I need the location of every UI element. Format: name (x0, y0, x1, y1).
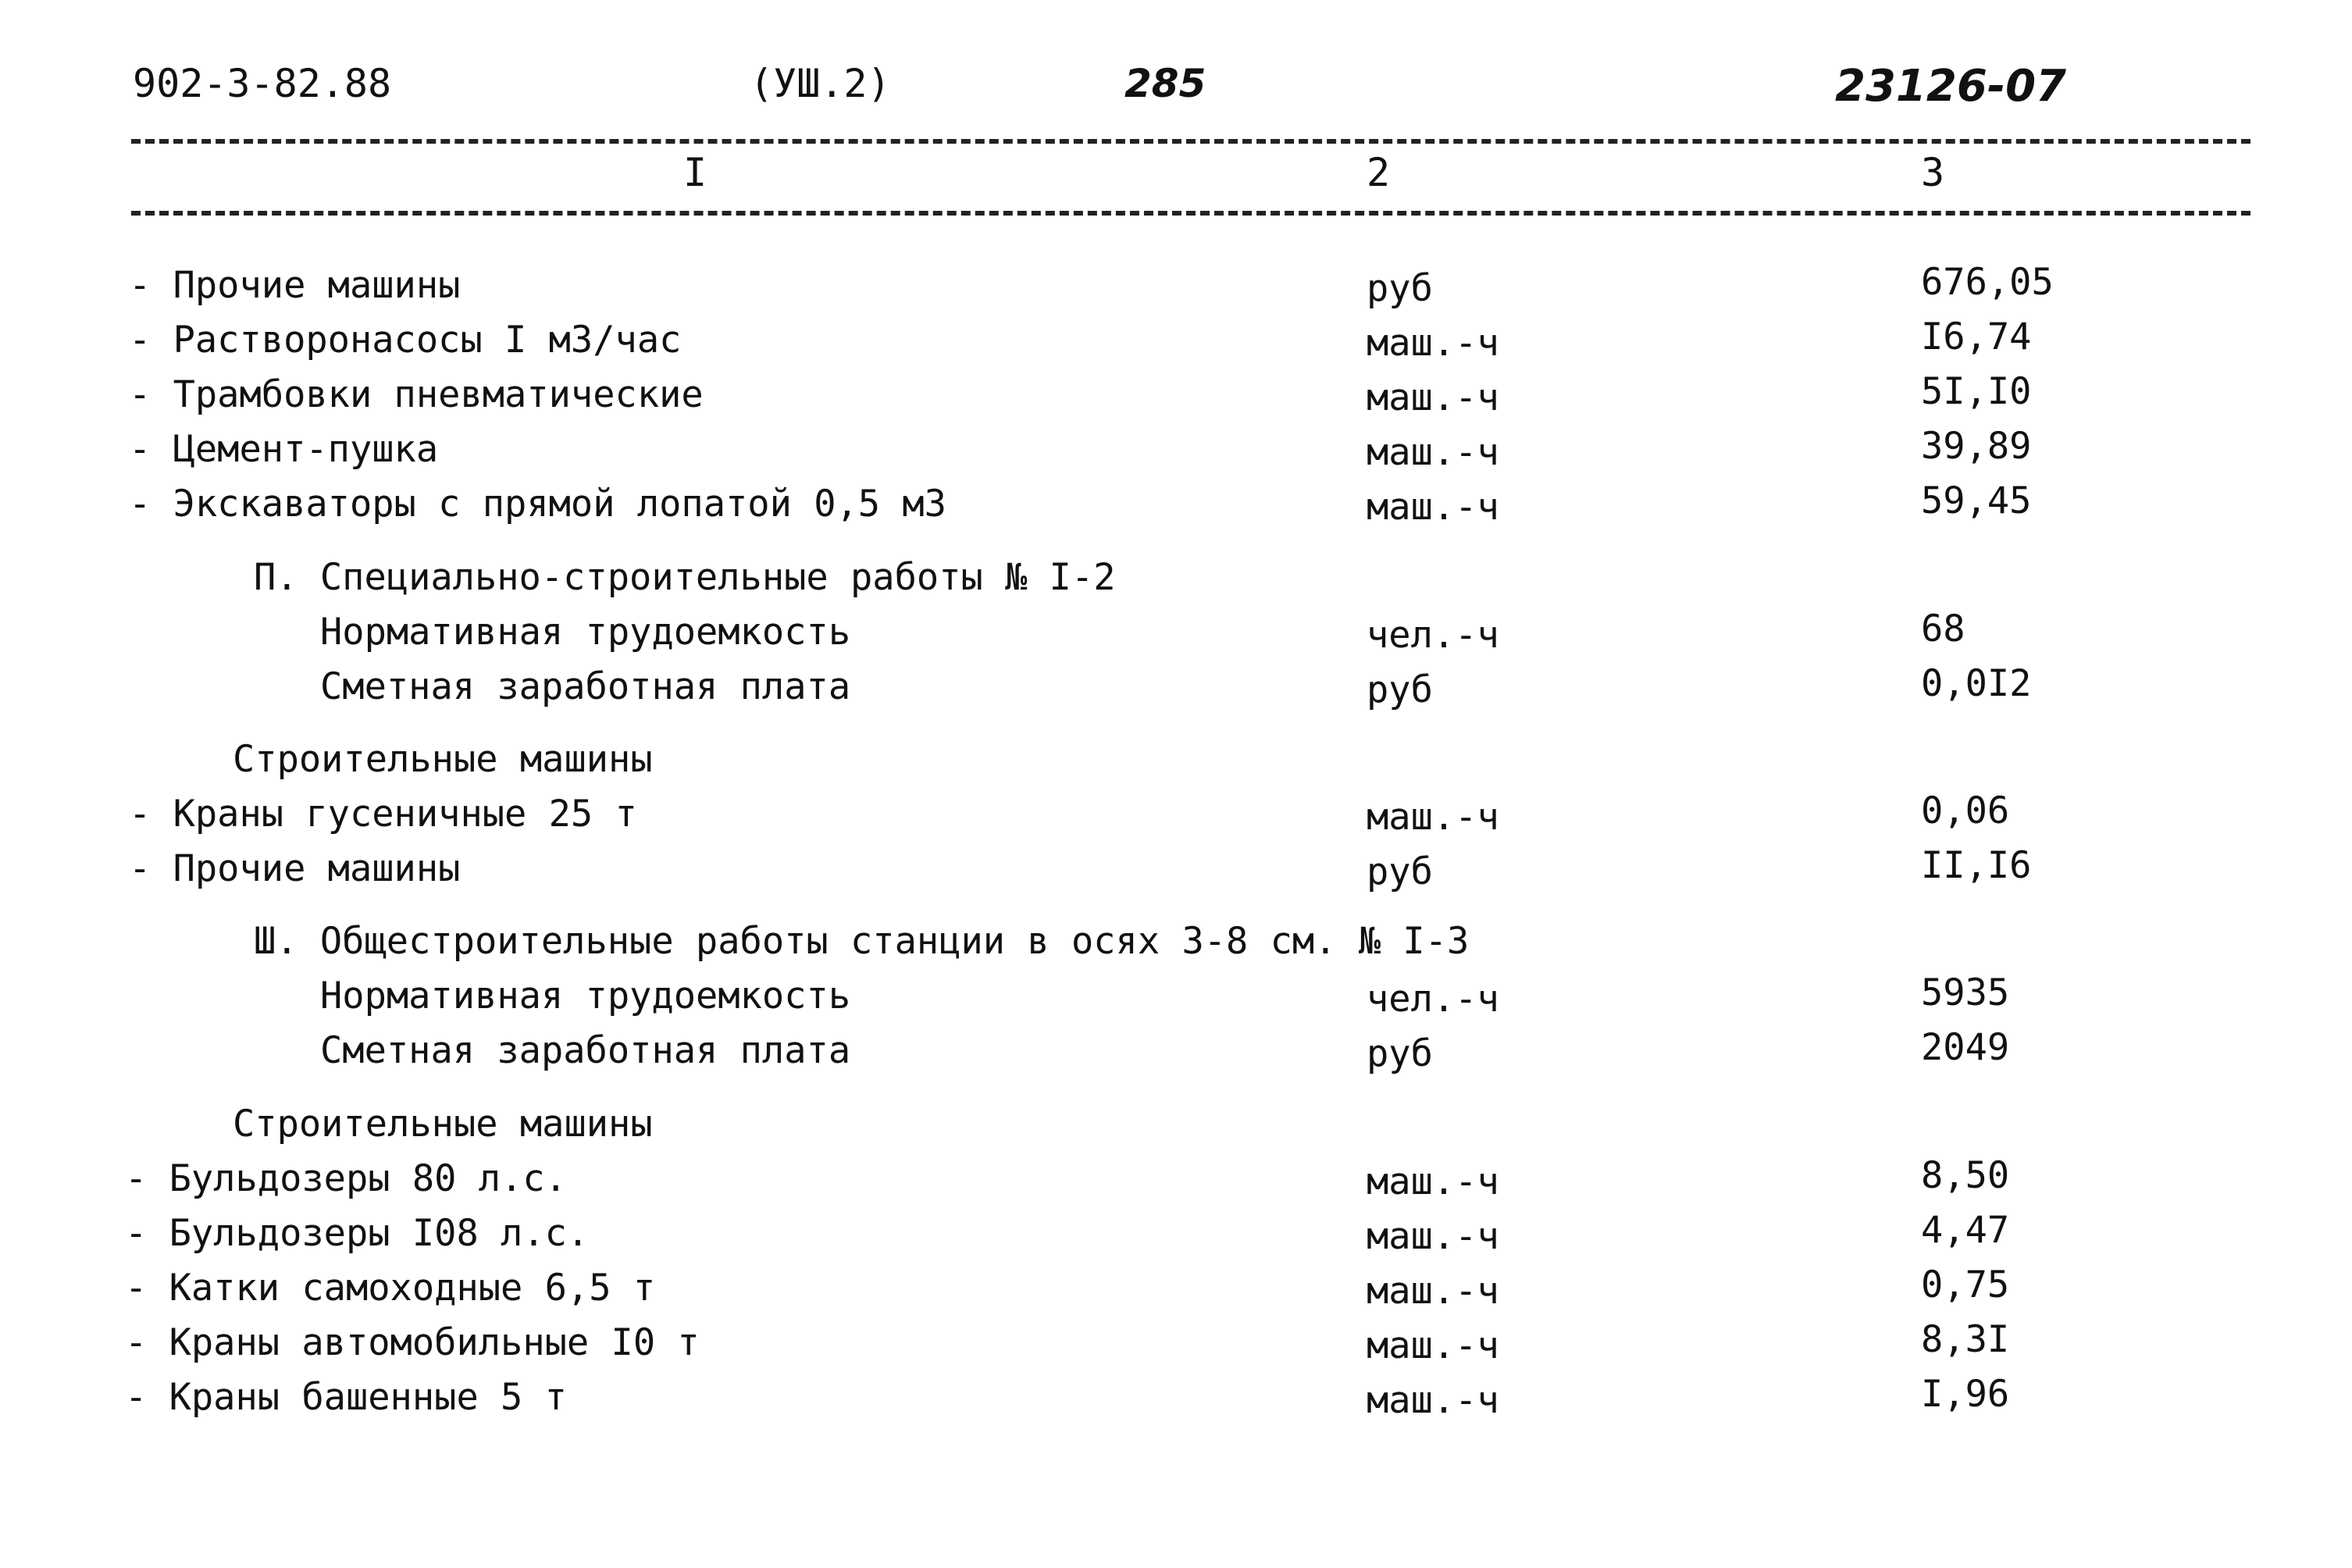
subheading: Строительные машины (233, 1103, 653, 1146)
row-value: 0,75 (1921, 1263, 2010, 1306)
row-name: - Катки самоходные 6,5 т (125, 1267, 656, 1310)
column-header-2: 2 (1367, 150, 1391, 195)
table-row (0, 425, 2352, 483)
table-row (0, 1154, 2352, 1212)
row-unit: маш.-ч (1367, 1270, 1499, 1313)
row-value: 4,47 (1921, 1209, 2010, 1252)
row-name: Сметная заработная плата (320, 665, 851, 708)
row-value: 8,50 (1921, 1154, 2010, 1197)
section-heading: Ш. Общестроительные работы станции в осях 3-8 см. № I-3 (254, 920, 1470, 963)
subheading: Строительные машины (233, 738, 653, 781)
subheading-row (0, 738, 2352, 793)
row-name: - Экскаваторы с прямой лопатой 0,5 м3 (129, 483, 946, 526)
section-code: (УШ.2) (750, 61, 891, 106)
row-name: - Прочие машины (129, 264, 461, 307)
column-header-3: 3 (1921, 150, 1945, 195)
row-name: Нормативная трудоемкость (320, 975, 851, 1017)
row-value: 59,45 (1921, 479, 2032, 522)
table-row (0, 971, 2352, 1029)
section-heading-row (0, 556, 2352, 611)
table-row (0, 608, 2352, 665)
column-header-1: I (683, 150, 707, 195)
row-name: - Трамбовки пневматические (129, 373, 704, 416)
row-value: 676,05 (1921, 261, 2054, 304)
table-row (0, 662, 2352, 720)
row-value: I,96 (1921, 1373, 2010, 1416)
row-unit: чел.-ч (1367, 614, 1499, 657)
table-header-dashed-rule (131, 211, 2250, 216)
row-value: I6,74 (1921, 315, 2032, 358)
row-name: - Краны башенные 5 т (125, 1376, 567, 1419)
table-row (0, 315, 2352, 373)
row-value: 5935 (1921, 971, 2010, 1014)
row-unit: маш.-ч (1367, 1324, 1499, 1367)
table-top-dashed-rule (131, 139, 2250, 144)
row-name: - Краны автомобильные I0 т (125, 1321, 700, 1364)
row-unit: маш.-ч (1367, 1160, 1499, 1203)
row-name: - Цемент-пушка (129, 428, 439, 471)
page-number: 285 (1124, 61, 1206, 106)
row-value: 0,0I2 (1921, 662, 2032, 705)
table-row (0, 1026, 2352, 1084)
table-row (0, 844, 2352, 902)
table-row (0, 789, 2352, 847)
row-name: Нормативная трудоемкость (320, 611, 851, 654)
section-heading-row (0, 920, 2352, 975)
row-name: - Растворонасосы I м3/час (129, 319, 682, 362)
row-name: - Бульдозеры I08 л.с. (125, 1212, 590, 1255)
row-unit: маш.-ч (1367, 486, 1499, 529)
table-row (0, 1263, 2352, 1321)
row-unit: маш.-ч (1367, 796, 1499, 839)
row-value: 39,89 (1921, 425, 2032, 468)
row-unit: руб (1367, 668, 1433, 711)
row-unit: маш.-ч (1367, 376, 1499, 419)
row-value: 68 (1921, 608, 1965, 650)
row-unit: руб (1367, 850, 1433, 893)
row-name: - Прочие машины (129, 847, 461, 890)
row-unit: маш.-ч (1367, 322, 1499, 365)
row-unit: чел.-ч (1367, 978, 1499, 1021)
subheading-row (0, 1103, 2352, 1157)
row-value: II,I6 (1921, 844, 2032, 887)
table-row (0, 1318, 2352, 1376)
row-value: 0,06 (1921, 789, 2010, 832)
table-row (0, 1209, 2352, 1267)
row-unit: руб (1367, 267, 1433, 310)
row-name: - Бульдозеры 80 л.с. (125, 1157, 567, 1200)
row-value: 5I,I0 (1921, 370, 2032, 413)
table-row (0, 479, 2352, 537)
section-heading: П. Специально-строительные работы № I-2 (254, 556, 1116, 599)
document-code: 902-3-82.88 (133, 61, 392, 106)
row-name: - Краны гусеничные 25 т (129, 793, 637, 836)
row-unit: руб (1367, 1032, 1433, 1075)
row-name: Сметная заработная плата (320, 1029, 851, 1072)
row-unit: маш.-ч (1367, 1379, 1499, 1422)
row-unit: маш.-ч (1367, 1215, 1499, 1258)
row-value: 2049 (1921, 1026, 2010, 1069)
table-row (0, 261, 2352, 319)
row-value: 8,3I (1921, 1318, 2010, 1361)
table-row (0, 1373, 2352, 1431)
row-unit: маш.-ч (1367, 431, 1499, 474)
sheet-code: 23126-07 (1835, 61, 2066, 112)
table-row (0, 370, 2352, 428)
